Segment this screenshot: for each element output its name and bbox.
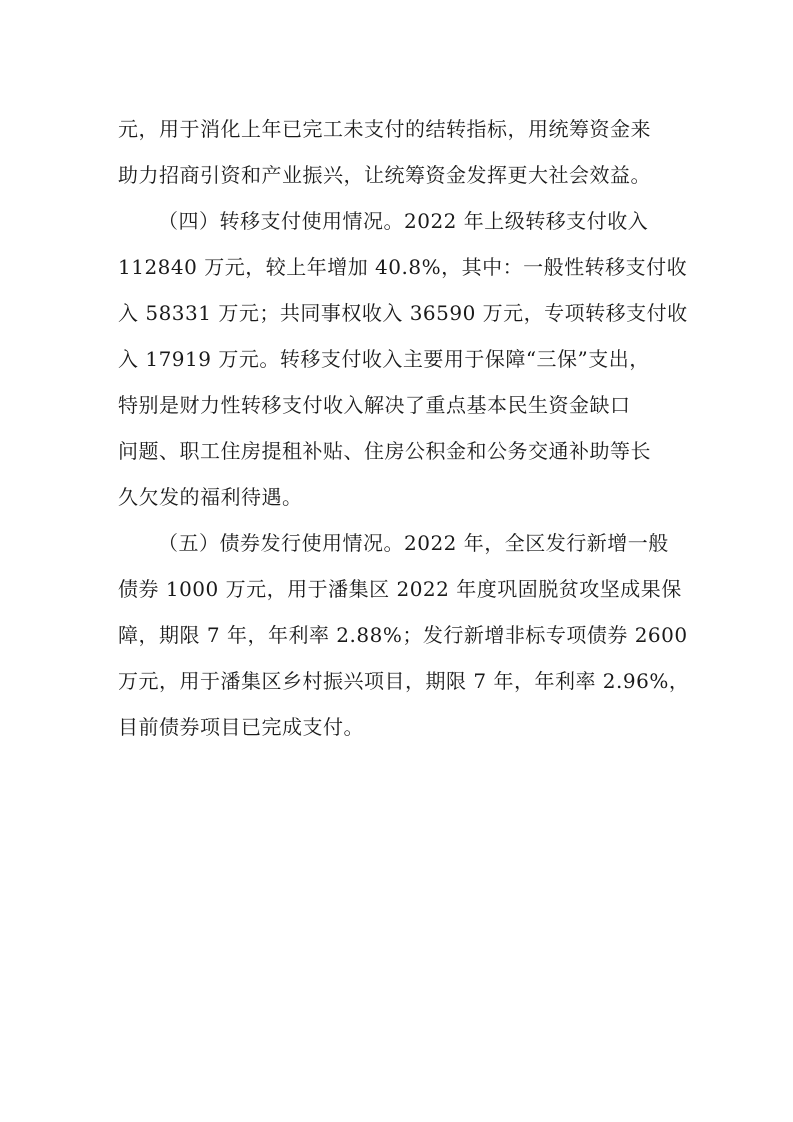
text-line: 入 58331 万元；共同事权收入 36590 万元，专项转移支付收 <box>118 301 688 325</box>
text-line: 特别是财力性转移支付收入解决了重点基本民生资金缺口 <box>118 393 631 417</box>
text-line: 元，用于消化上年已完工未支付的结转指标，用统筹资金来 <box>118 117 651 141</box>
text-line: 入 17919 万元。转移支付收入主要用于保障“三保”支出， <box>118 347 650 371</box>
text-line: （四）转移支付使用情况。2022 年上级转移支付收入 <box>158 209 649 233</box>
text-line: 目前债券项目已完成支付。 <box>118 715 364 739</box>
paragraph-continuation <box>118 106 678 198</box>
paragraph-section-5 <box>118 520 690 750</box>
text-line: 助力招商引资和产业振兴，让统筹资金发挥更大社会效益。 <box>118 163 651 187</box>
text-line: 万元，用于潘集区乡村振兴项目，期限 7 年，年利率 2.96%， <box>118 669 690 693</box>
text-line: 久欠发的福利待遇。 <box>118 485 303 509</box>
text-line: 债券 1000 万元，用于潘集区 2022 年度巩固脱贫攻坚成果保 <box>118 577 682 601</box>
text-line: （五）债券发行使用情况。2022 年，全区发行新增一般 <box>158 531 669 555</box>
text-line: 障，期限 7 年，年利率 2.88%；发行新增非标专项债券 2600 <box>118 623 688 647</box>
document-body <box>118 106 690 750</box>
text-line: 112840 万元，较上年增加 40.8%，其中：一般性转移支付收 <box>118 255 688 279</box>
text-line: 问题、职工住房提租补贴、住房公积金和公务交通补助等长 <box>118 439 651 463</box>
paragraph-section-4 <box>118 198 688 520</box>
